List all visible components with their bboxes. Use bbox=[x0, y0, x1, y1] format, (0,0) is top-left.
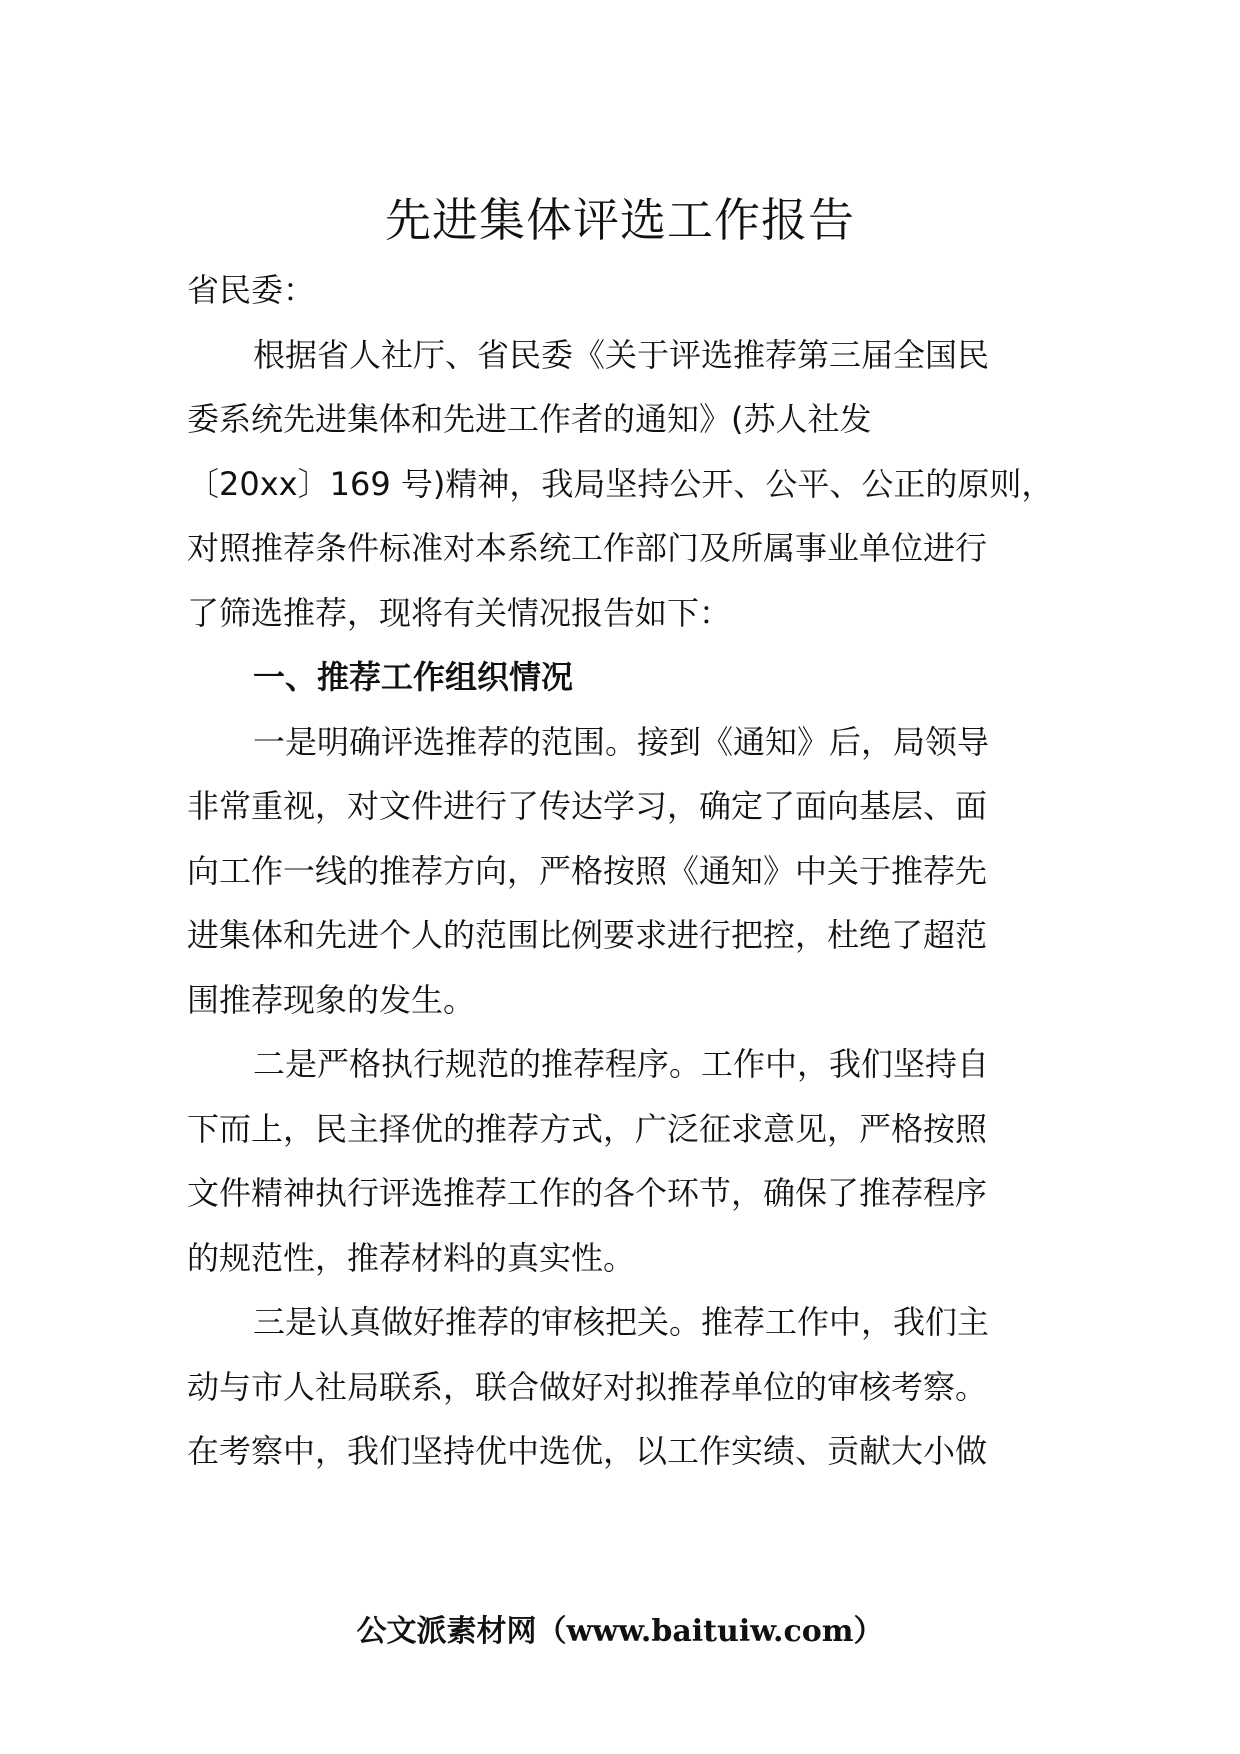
paragraph-line: 委系统先进集体和先进工作者的通知》(苏人社发 bbox=[187, 400, 872, 438]
paragraph-line: 三是认真做好推荐的审核把关。推荐工作中，我们主 bbox=[253, 1303, 990, 1341]
paragraph-line: 向工作一线的推荐方向，严格按照《通知》中关于推荐先 bbox=[187, 851, 988, 890]
paragraph-line: 在考察中，我们坚持优中选优，以工作实绩、贡献大小做 bbox=[187, 1432, 988, 1470]
paragraph-line: 〔20xx〕169 号)精神，我局坚持公开、公平、公正的原则， bbox=[187, 464, 1054, 503]
paragraph-line: 了筛选推荐，现将有关情况报告如下： bbox=[187, 593, 732, 632]
salutation: 省民委： bbox=[187, 271, 316, 309]
paragraph-line: 动与市人社局联系，联合做好对拟推荐单位的审核考察。 bbox=[187, 1367, 988, 1406]
paragraph-line: 的规范性，推荐材料的真实性。 bbox=[187, 1238, 636, 1277]
paragraph-line: 非常重视，对文件进行了传达学习，确定了面向基层、面 bbox=[187, 787, 988, 825]
paragraph-line: 文件精神执行评选推荐工作的各个环节，确保了推荐程序 bbox=[187, 1174, 988, 1212]
document-title: 先进集体评选工作报告 bbox=[385, 193, 855, 247]
paragraph-line: 二是严格执行规范的推荐程序。工作中，我们坚持自 bbox=[253, 1045, 990, 1083]
paragraph-line: 一是明确评选推荐的范围。接到《通知》后，局领导 bbox=[253, 722, 990, 761]
paragraph-line: 下而上，民主择优的推荐方式，广泛征求意见，严格按照 bbox=[187, 1109, 988, 1148]
paragraph-line: 围推荐现象的发生。 bbox=[187, 980, 476, 1019]
document-body bbox=[187, 258, 1087, 1484]
footer-watermark-text: 公文派素材网（www.baituiw.com） bbox=[356, 1614, 884, 1649]
paragraph-line: 对照推荐条件标准对本系统工作部门及所属事业单位进行 bbox=[187, 529, 988, 567]
paragraph-line: 根据省人社厅、省民委《关于评选推荐第三届全国民 bbox=[253, 335, 990, 374]
section-heading: 一、推荐工作组织情况 bbox=[253, 658, 574, 696]
paragraph-line: 进集体和先进个人的范围比例要求进行把控，杜绝了超范 bbox=[187, 916, 988, 954]
